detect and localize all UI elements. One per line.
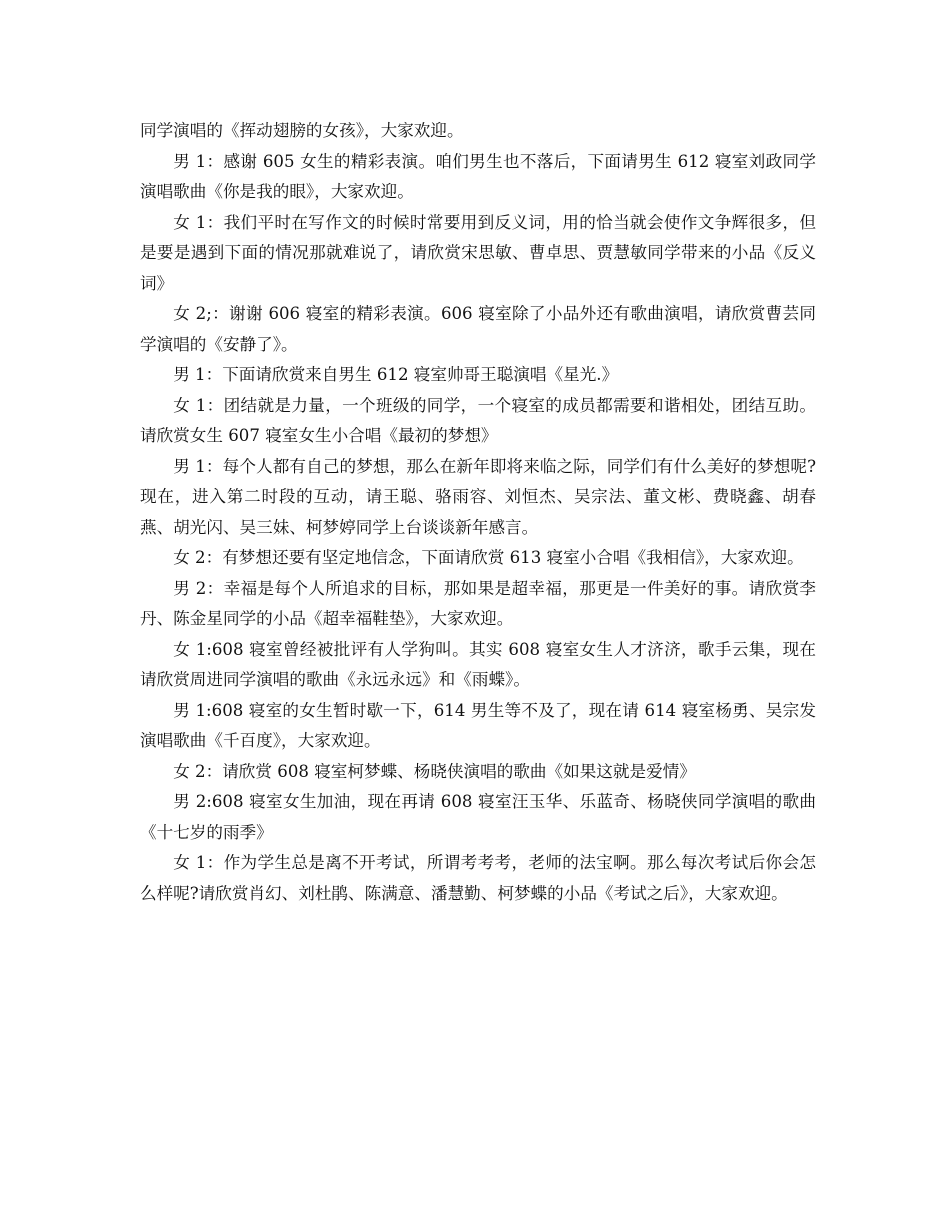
document-body: [140, 116, 816, 909]
paragraph: 女 1:608 寝室曾经被批评有人学狗叫。其实 608 寝室女生人才济济，歌手云集，现在请欣赏周进同学演唱的歌曲《永远永远》和《雨蝶》。: [140, 639, 816, 689]
paragraph: 男 2：幸福是每个人所追求的目标，那如果是超幸福，那更是一件美好的事。请欣赏李丹、陈金星同学的小品《超幸福鞋垫》，大家欢迎。: [140, 578, 816, 628]
paragraph: 女 1：作为学生总是离不开考试，所谓考考考，老师的法宝啊。那么每次考试后你会怎么样呢?请欣赏肖幻、刘杜鹃、陈满意、潘慧勤、柯梦蝶的小品《考试之后》，大家欢迎。: [140, 853, 816, 903]
paragraph: 男 1：每个人都有自己的梦想，那么在新年即将来临之际，同学们有什么美好的梦想呢?现在，进入第二时段的互动，请王聪、骆雨容、刘恒杰、吴宗法、董文彬、费晓鑫、胡春燕、胡光闪、吴三妹、柯梦婷同学上台谈谈新年感言。: [140, 456, 816, 537]
paragraph: 女 2：请欣赏 608 寝室柯梦蝶、杨晓侠演唱的歌曲《如果这就是爱情》: [173, 761, 696, 781]
paragraph: 女 1：团结就是力量，一个班级的同学，一个寝室的成员都需要和谐相处，团结互助。请欣赏女生 607 寝室女生小合唱《最初的梦想》: [140, 395, 816, 445]
paragraph: 女 1：我们平时在写作文的时候时常要用到反义词，用的恰当就会使作文争辉很多，但是要是遇到下面的情况那就难说了，请欣赏宋思敏、曹卓思、贾慧敏同学带来的小品《反义词》: [140, 212, 816, 293]
paragraph: 女 2：有梦想还要有坚定地信念，下面请欣赏 613 寝室小合唱《我相信》，大家欢迎。: [173, 548, 804, 567]
paragraph: 男 1：感谢 605 女生的精彩表演。咱们男生也不落后，下面请男生 612 寝室刘政同学演唱歌曲《你是我的眼》，大家欢迎。: [140, 151, 816, 201]
paragraph: 女 2;：谢谢 606 寝室的精彩表演。606 寝室除了小品外还有歌曲演唱，请欣赏曹芸同学演唱的《安静了》。: [140, 304, 816, 354]
paragraph: 男 1：下面请欣赏来自男生 612 寝室帅哥王聪演唱《星光.》: [173, 365, 619, 384]
paragraph: 男 2:608 寝室女生加油，现在再请 608 寝室汪玉华、乐蓝奇、杨晓侠同学演唱的歌曲《十七岁的雨季》: [140, 792, 816, 842]
paragraph: 男 1:608 寝室的女生暂时歇一下，614 男生等不及了，现在请 614 寝室杨勇、吴宗发演唱歌曲《千百度》，大家欢迎。: [140, 700, 816, 750]
paragraph-continued: 同学演唱的《挥动翅膀的女孩》，大家欢迎。: [140, 121, 464, 140]
